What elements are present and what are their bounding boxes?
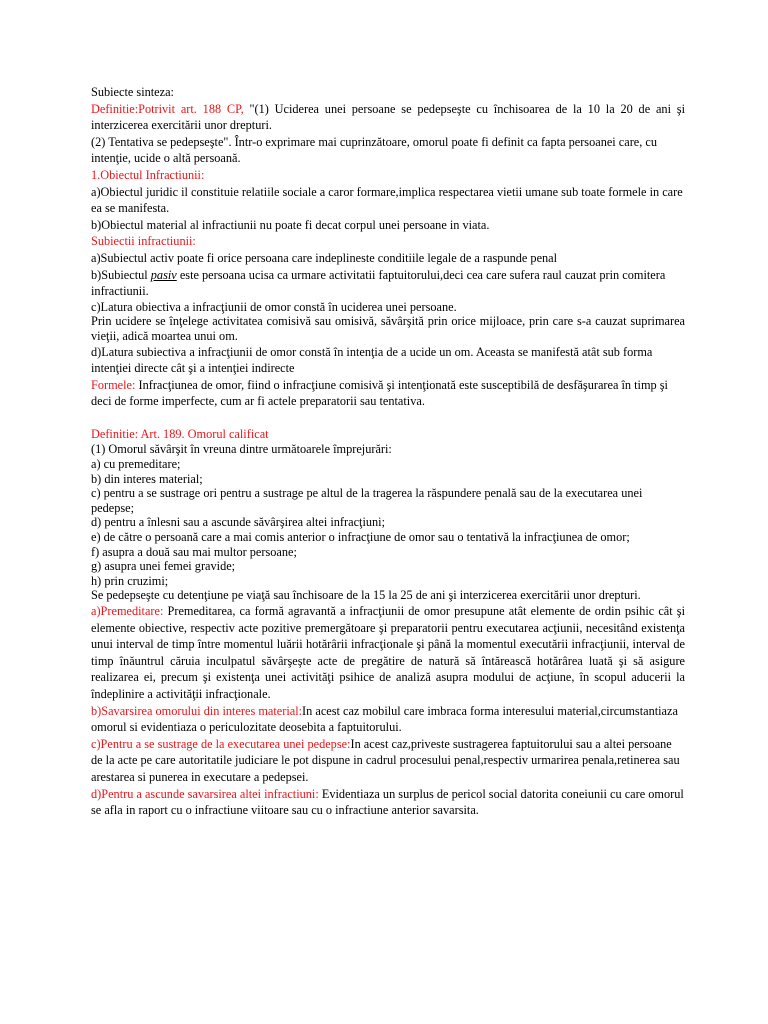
interes-material-lead: In — [302, 703, 313, 718]
definition-art-188 — [91, 101, 685, 134]
interes-material-label: b)Savarsirea omorului din interes material: — [91, 703, 303, 718]
section-spacer — [91, 410, 685, 426]
paragraph-premeditare — [91, 603, 685, 703]
document-page — [91, 84, 685, 819]
heading-omorul-calificat: Definitie: Art. 189. Omorul calificat — [91, 426, 269, 441]
paragraph-obiect-material: b)Obiectul material al infractiunii nu poate fi decat corpul unei persoane in viata. — [91, 217, 490, 232]
paragraph-interes-material — [91, 703, 685, 736]
list-item: g) asupra unei femei gravide; — [91, 559, 236, 574]
list-item: h) prin cruzimi; — [91, 573, 169, 588]
document-title: Subiecte sinteza: — [91, 85, 174, 99]
paragraph-subiect-pasiv — [91, 267, 685, 300]
sustragere-text: In acest caz,priveste sustragerea faptuitorului sau a altei persoane de la acte pe care autoritatile judiciare le pot dispune in cadrul procesului penal,respectiv urmarirea penala,retinerea sau arestarea si punerea in executare a pedepsei. — [91, 736, 680, 784]
paragraph-subiect-activ: a)Subiectul activ poate fi orice persoana care indeplineste conditiile legale de a raspunde penal — [91, 250, 558, 265]
definition-text: "(1) Uciderea unei persoane se pedepseşte cu închisoarea de la 10 la 20 de ani şi interzicerea exercitării unor drepturi. — [91, 101, 685, 133]
paragraph-latura-subiectiva: d)Latura subiectiva a infracţiunii de omor constă în intenţia de a ucide un om. Aceasta se manifestă atât sub forma intenţiei directe cât şi a intenţiei indirecte — [91, 344, 653, 376]
paragraph-tentativa: (2) Tentativa se pedepseşte". Într-o exprimare mai cuprinzătoare, omorul poate fi definit ca fapta persoanei care, cu intenţie, ucide o altă persoană. — [91, 134, 658, 166]
premeditare-label: a)Premeditare: — [91, 604, 164, 618]
interes-material-text: acest caz mobilul care imbraca forma interesului material,circumstantiaza omorul si evidentiaza o periculozitate deosebita a faptuitorului. — [91, 703, 678, 735]
heading-obiectul-infractiunii: 1.Obiectul Infractiunii: — [91, 167, 205, 182]
list-item: c) pentru a se sustrage ori pentru a sustrage pe altul de la tragerea la răspundere penală sau de la executarea unei pedepse; — [91, 486, 643, 515]
ascundere-label: d)Pentru a ascunde savarsirea altei infractiuni: — [91, 786, 319, 801]
paragraph-formele — [91, 377, 685, 410]
list-item: e) de către o persoană care a mai comis anterior o infracţiune de omor sau o tentativă la infracţiunea de omor; — [91, 530, 630, 545]
paragraph-sustragere-pedeapsa — [91, 736, 685, 786]
definition-label: Definitie:Potrivit art. 188 CP, — [91, 101, 244, 116]
subiect-pasiv-text: este persoana ucisa ca urmare activitatii faptuitorului,deci cea care sufera raul cauzat prin comitera infractiunii. — [91, 267, 666, 299]
heading-subiectii-infractiunii: Subiectii infractiunii: — [91, 234, 196, 249]
paragraph-pedeapsa: Se pedepseşte cu detenţiune pe viaţă sau închisoare de la 15 la 25 de ani şi interzicerea exercitării unor drepturi. — [91, 588, 641, 603]
formele-label: Formele: — [91, 377, 136, 392]
paragraph-omor-intro: (1) Omorul săvârşit în vreuna dintre următoarele împrejurări: — [91, 442, 392, 457]
subiect-pasiv-prefix: b)Subiectul — [91, 267, 151, 282]
paragraph-ucidere-definitie: Prin ucidere se înţelege activitatea comisivă sau omisivă, săvârşită prin orice mijloace, prin care s-a cauzat suprimarea vieţii, adică moartea unui om. — [91, 314, 685, 343]
ascundere-text: Evidentiaza un surplus de pericol social datorita coneiunii cu care omorul se afla in raport cu o infractiune viitoare sau cu o infractiune anterior savarsita. — [91, 786, 684, 818]
sustragere-label: c)Pentru a se sustrage de la executarea unei pedepse: — [91, 736, 351, 751]
paragraph-ascundere-infractiune — [91, 786, 685, 819]
pasiv-emphasis: pasiv — [150, 267, 177, 282]
list-item: b) din interes material; — [91, 471, 203, 486]
paragraph-latura-obiectiva: c)Latura obiectiva a infracţiunii de omor constă în uciderea unei persoane. — [91, 299, 457, 314]
premeditare-text: Premeditarea, ca formă agravantă a infracţiunii de omor presupune atât elemente de ordin psihic cât şi elemente obiective, respectiv acte pozitive premergătoare şi preparatorii pentru executarea acţiunii, necesitând existenţa unui interval de timp între momentul luării hotărârii infracţionale şi până la momentul executării infracţiunii, interval de timp înăuntrul căruia inculpatul săvârşeşte acte de pregătire de natură să întărească hotărârea luată şi să asigure realizarea ei, precum şi existenţa unei activităţi psihice de analiză asupra modului de acţiune, în scopul aducerii la îndeplinire a activităţii infracţionale. — [91, 604, 685, 701]
list-item: a) cu premeditare; — [91, 457, 181, 472]
list-item: f) asupra a două sau mai multor persoane; — [91, 544, 297, 559]
paragraph-obiect-juridic: a)Obiectul juridic il constituie relatiile sociale a caror formare,implica respectarea vietii umane sub toate formele in care ea se manifesta. — [91, 184, 683, 216]
formele-text: Infracţiunea de omor, fiind o infracţiune comisivă şi intenţionată este susceptibilă de desfăşurarea în timp şi deci de forme imperfecte, cum ar fi actele preparatorii sau tentativa. — [91, 377, 668, 409]
list-item: d) pentru a înlesni sau a ascunde săvârşirea altei infracţiuni; — [91, 515, 385, 530]
